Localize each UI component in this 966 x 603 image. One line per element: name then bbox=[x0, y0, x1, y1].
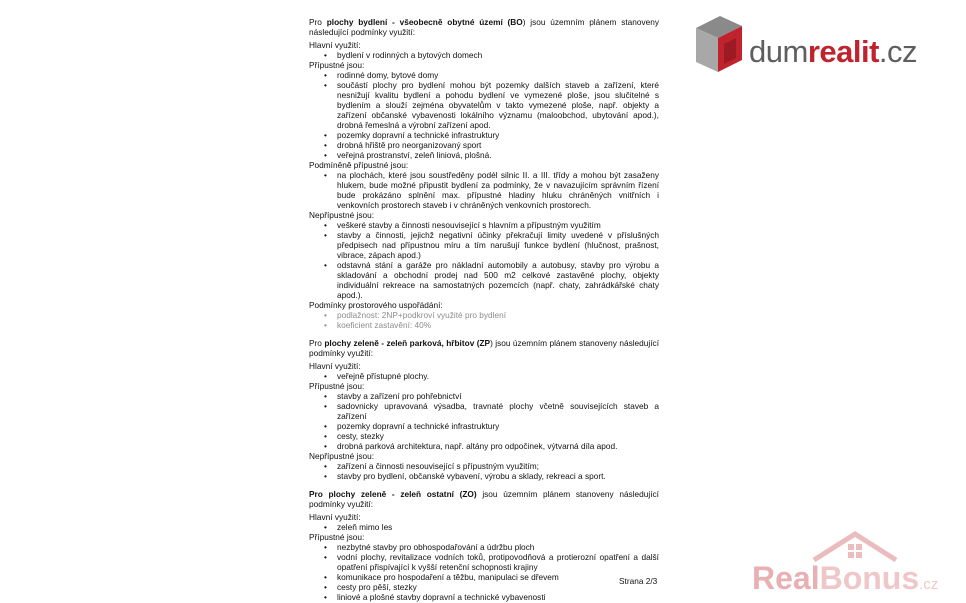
group-title: Podmíněně přípustné jsou: bbox=[309, 160, 409, 170]
page-number: Strana 2/3 bbox=[619, 576, 658, 586]
list-item: • součástí plochy pro bydlení mohou být pozemky dalších staveb a zařízení, které nesnižují kvalitu bydlení a pohodu bydlení ve vymezené ploše, jsou slučitelné s bydlením a slouží zejména obyvatelům v takto vymezené ploše, např. objekty a zařízení občanské vybavenosti lokálního významu (maloobchod, ubytování apod.), drobná řemeslná a výrobní zařízení apod. bbox=[337, 80, 659, 130]
intro-bold-run: plochy bydlení - všeobecně obytné území (BO bbox=[326, 17, 523, 27]
bullet-list bbox=[309, 391, 659, 451]
watermark-text-cz: .cz bbox=[919, 576, 939, 593]
watermark-text-real: Real bbox=[752, 560, 820, 596]
logo-text-realit: realit bbox=[807, 34, 879, 69]
intro-bold-run: plochy zeleně - zeleň parková, hřbitov (ZP bbox=[324, 338, 491, 348]
group-title: Nepřípustné jsou: bbox=[309, 210, 375, 220]
group-title: Podmínky prostorového uspořádání: bbox=[309, 300, 443, 310]
intro-bold-run: Pro plochy zeleně - zeleň ostatní (ZO) bbox=[309, 489, 477, 499]
bullet-list bbox=[309, 50, 659, 60]
intro-text-run: ) jsou územním plánem stanoveny následující podmínky využití: bbox=[309, 338, 660, 358]
section-intro bbox=[309, 17, 659, 37]
list-item: • na plochách, které jsou soustředěny podél silnic II. a III. třídy a mohou být zasaženy hlukem, bude možné připustit bydlení za podmínky, že v navazujícím správním řízení bude prokázáno splnění max. přípustné hladiny hluku chráněných vnitřních i venkovních prostorech staveb i v chráněných venkovních prostorech. bbox=[337, 170, 659, 210]
list-item: • bydlení v rodinných a bytových domech bbox=[337, 50, 659, 60]
roof-watermark-icon bbox=[810, 530, 900, 564]
list-item: • zeleň mimo les bbox=[337, 522, 659, 532]
list-item: • drobná parková architektura, např. altány pro odpočinek, výtvarná díla apod. bbox=[337, 441, 659, 451]
bullet-list bbox=[309, 542, 659, 602]
section-gap bbox=[309, 330, 659, 338]
list-item: • vodní plochy, revitalizace vodních toků, protipovodňová a protierozní opatření a další opatření přispívající k vyšší retenční schopnosti krajiny bbox=[337, 552, 659, 572]
list-item: • sadovnicky upravovaná výsadba, travnaté plochy včetně souvisejících staveb a zařízení bbox=[337, 401, 659, 421]
group-title: Přípustné jsou: bbox=[309, 60, 365, 70]
intro-text-run: Pro bbox=[309, 17, 327, 27]
list-item: • pozemky dopravní a technické infrastruktury bbox=[337, 421, 659, 431]
list-item: • stavby a zařízení pro pohřebnictví bbox=[337, 391, 659, 401]
section-intro bbox=[309, 338, 659, 358]
intro-text-run: ) jsou územním plánem stanoveny následující podmínky využití: bbox=[309, 17, 660, 37]
group-title: Přípustné jsou: bbox=[309, 532, 365, 542]
list-item: • drobná hřiště pro neorganizovaný sport bbox=[337, 140, 659, 150]
watermark-text-bonus: Bonus bbox=[819, 560, 920, 596]
bullet-list bbox=[309, 220, 659, 300]
bullet-list bbox=[309, 461, 659, 481]
group-title: Hlavní využití: bbox=[309, 361, 361, 371]
section-gap bbox=[309, 481, 659, 489]
list-item: • pozemky dopravní a technické infrastruktury bbox=[337, 130, 659, 140]
intro-text-run: Pro bbox=[309, 338, 325, 348]
list-item: • veřejně přístupné plochy. bbox=[337, 371, 659, 381]
group-title: Přípustné jsou: bbox=[309, 381, 365, 391]
document-page bbox=[309, 17, 659, 602]
logo-wordmark bbox=[749, 34, 917, 70]
list-item: • veškeré stavby a činnosti nesouvisející s hlavním a přípustným využitím bbox=[337, 220, 659, 230]
list-item: • podlažnost: 2NP+podkroví využité pro bydlení bbox=[337, 310, 659, 320]
list-item: • nezbytné stavby pro obhospodařování a údržbu ploch bbox=[337, 542, 659, 552]
realbonus-wordmark bbox=[752, 560, 938, 603]
bullet-list bbox=[309, 170, 659, 210]
logo-text-cz: .cz bbox=[878, 34, 918, 69]
list-item: • stavby a činnosti, jejichž negativní účinky překračují limity uvedené v příslušných předpisech nad přípustnou míru a tím narušují funkce bydlení (hlučnost, prašnost, vibrace, zápach apod.) bbox=[337, 230, 659, 260]
group-title: Hlavní využití: bbox=[309, 512, 361, 522]
list-item: • liniové a plošné stavby dopravní a technické vybavenosti bbox=[337, 592, 659, 602]
list-item: • zařízení a činnosti nesouvisející s přípustným využitím; bbox=[337, 461, 659, 471]
logo-text-dum: dum bbox=[749, 34, 808, 69]
list-item: • veřejná prostranství, zeleň liniová, plošná. bbox=[337, 150, 659, 160]
intro-text-run: jsou územním plánem stanoveny následující podmínky využití: bbox=[309, 489, 659, 509]
list-item: • cesty pro pěší, stezky bbox=[337, 582, 659, 592]
realbonus-watermark bbox=[752, 530, 962, 596]
list-item: • komunikace pro hospodaření a těžbu, manipulaci se dřevem bbox=[337, 572, 659, 582]
bullet-list bbox=[309, 522, 659, 532]
list-item: • odstavná stání a garáže pro nákladní automobily a autobusy, stavby pro výrobu a skladování a obchodní prodej nad 500 m2 celkové zastavěné plochy, objekty individuální rekreace na samostatných pozemcích (např. chaty, zahrádkářské chaty apod.). bbox=[337, 260, 659, 300]
section-intro bbox=[309, 489, 659, 509]
list-item: • stavby pro bydlení, občanské vybavení, výrobu a sklady, rekreaci a sport. bbox=[337, 471, 659, 481]
house-logo-icon bbox=[696, 14, 742, 72]
bullet-list bbox=[309, 70, 659, 160]
bullet-list bbox=[309, 310, 659, 330]
list-item: • rodinné domy, bytové domy bbox=[337, 70, 659, 80]
group-title: Nepřípustné jsou: bbox=[309, 451, 375, 461]
bullet-list bbox=[309, 371, 659, 381]
dumrealit-logo[interactable] bbox=[696, 14, 951, 74]
list-item: • cesty, stezky bbox=[337, 431, 659, 441]
list-item: • koeficient zastavění: 40% bbox=[337, 320, 659, 330]
group-title: Hlavní využití: bbox=[309, 40, 361, 50]
